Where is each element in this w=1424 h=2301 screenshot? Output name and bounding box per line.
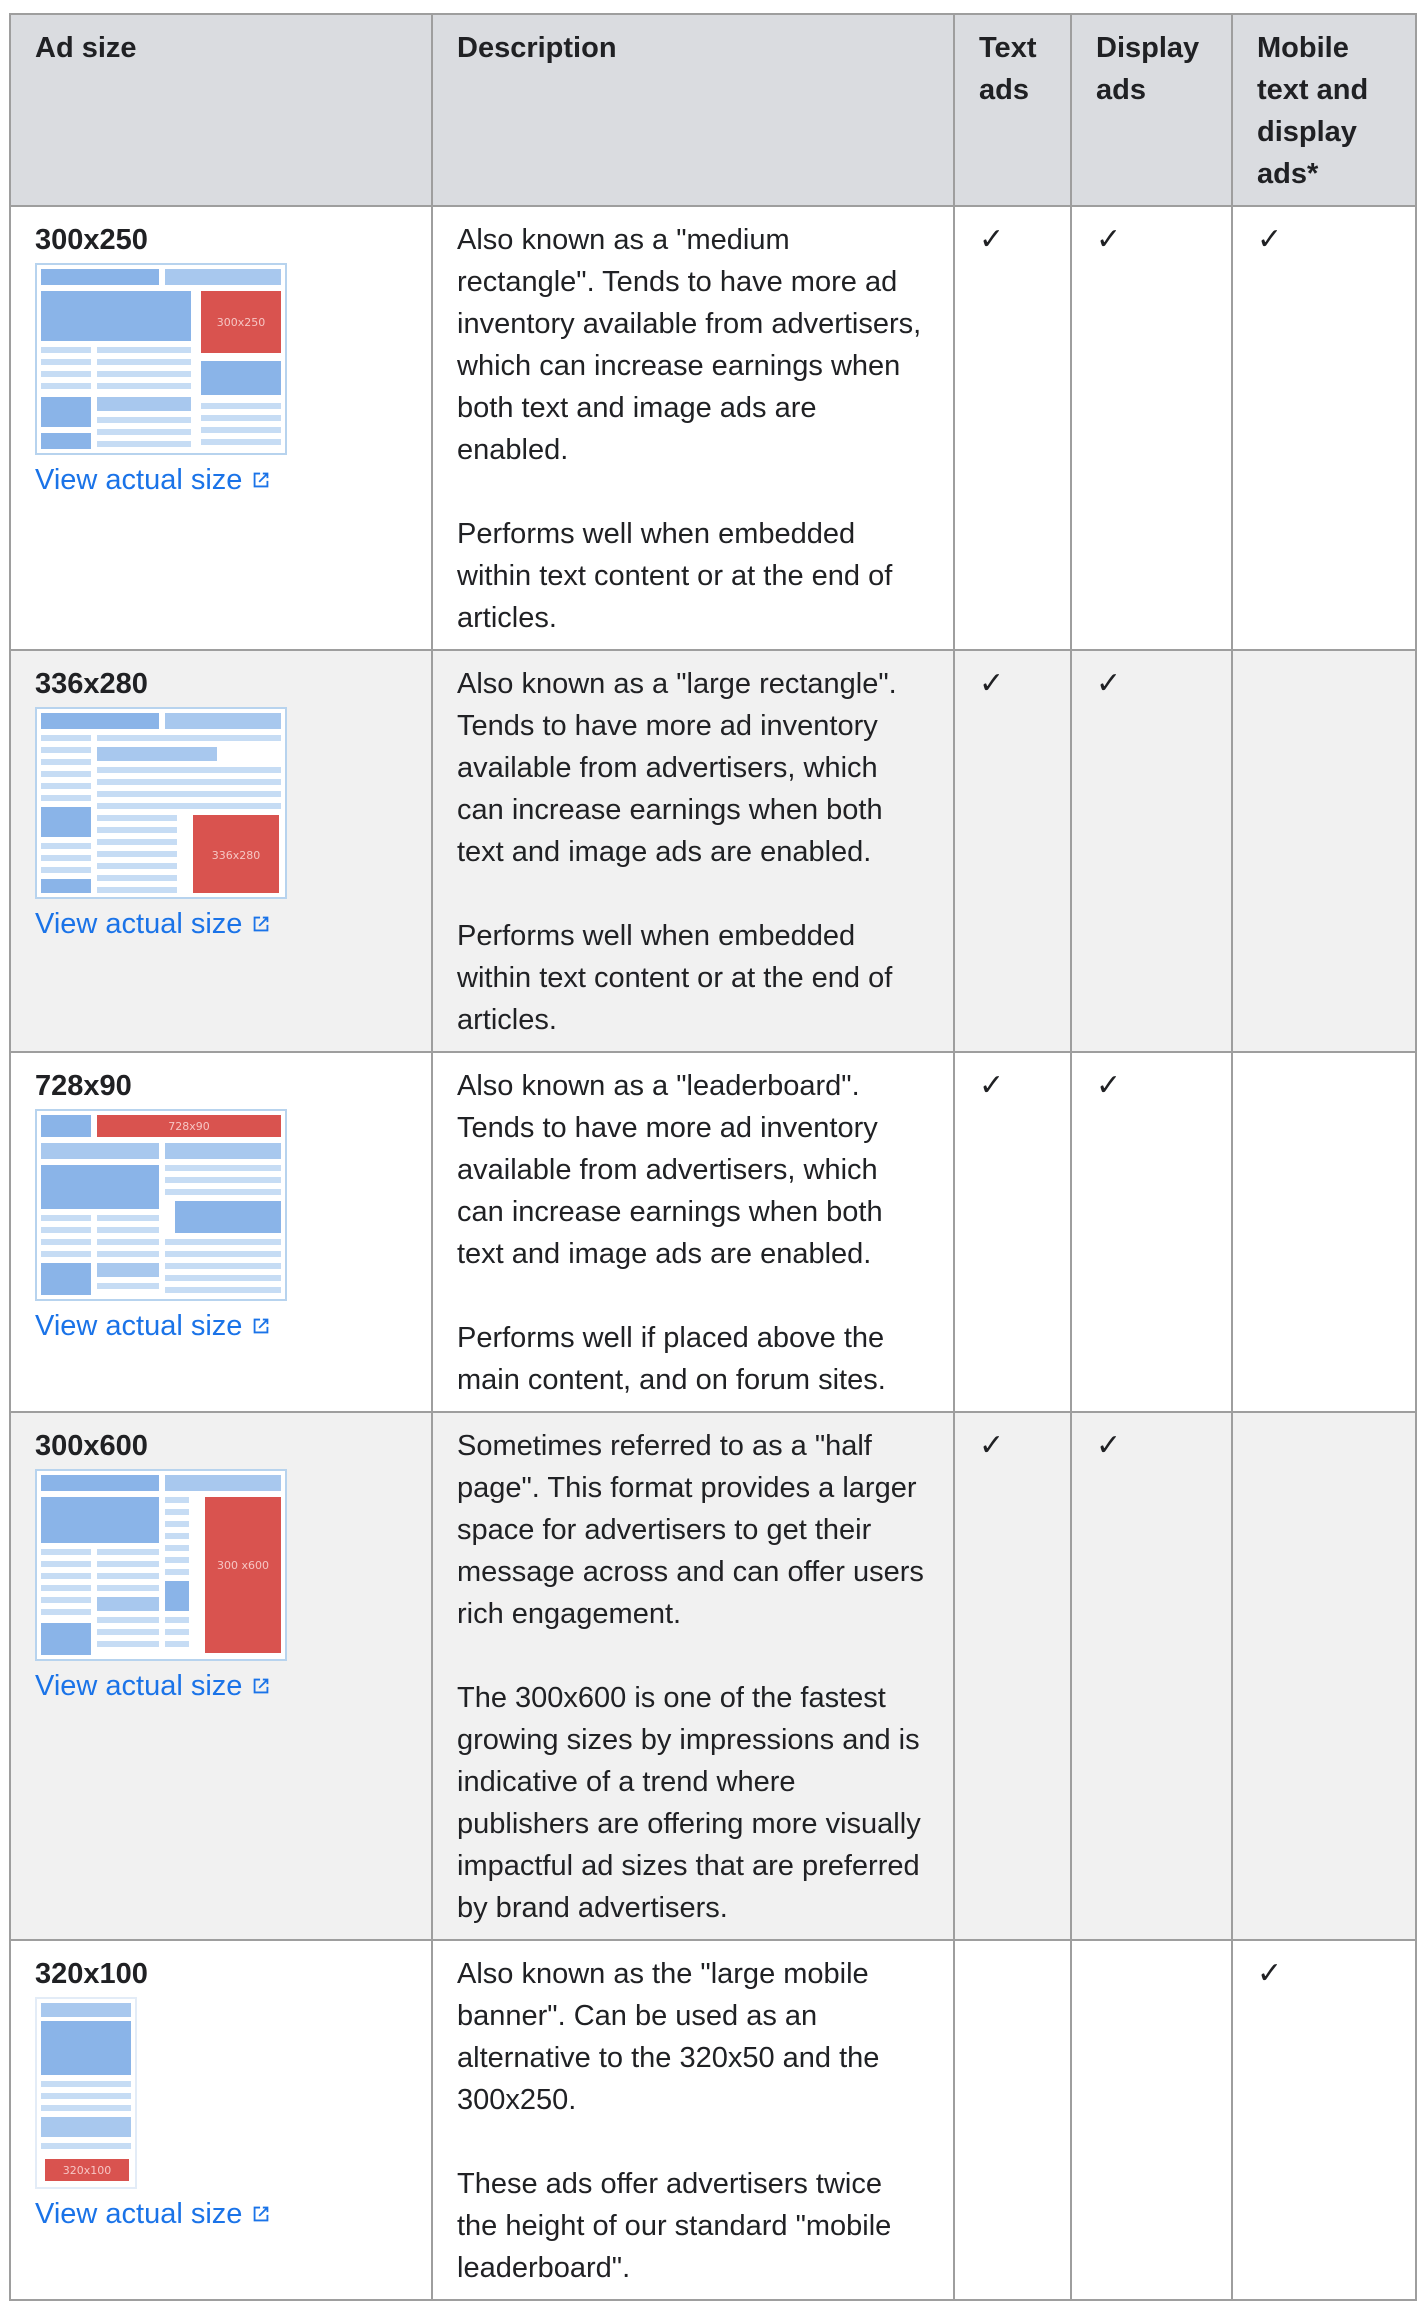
ad-layout-thumbnail	[35, 263, 287, 455]
mobile-ads-cell	[1232, 1940, 1416, 2300]
view-actual-size-label: View actual size	[35, 908, 243, 940]
ad-size-label: 336x280	[35, 668, 148, 700]
checkmark-icon: ✓	[979, 1429, 1005, 1462]
display-ads-cell	[1071, 650, 1232, 1052]
header-description: Description	[432, 14, 954, 206]
view-actual-size-label: View actual size	[35, 1670, 243, 1702]
table-row	[10, 1940, 1416, 2300]
display-ads-cell	[1071, 1940, 1232, 2300]
view-actual-size-link[interactable]	[35, 1665, 272, 1707]
mobile-ads-cell	[1232, 1412, 1416, 1940]
ad-layout-thumbnail	[35, 1109, 287, 1301]
description-paragraph: Also known as a "large rectangle". Tends to have more ad inventory available from advertisers, which can increase earnings when both text and image ads are enabled.	[457, 668, 897, 868]
description-paragraph: Also known as the "large mobile banner". Can be used as an alternative to the 320x50 and the 300x250.	[457, 1958, 880, 2116]
mobile-ads-cell	[1232, 206, 1416, 650]
checkmark-icon: ✓	[1096, 667, 1122, 700]
svg-text:300x250: 300x250	[216, 316, 266, 329]
header-text-ads: Text ads	[954, 14, 1071, 206]
mobile-ads-cell	[1232, 1052, 1416, 1412]
text-ads-cell	[954, 206, 1071, 650]
view-actual-size-label: View actual size	[35, 1310, 243, 1342]
display-ads-cell	[1071, 206, 1232, 650]
description-paragraph: Sometimes referred to as a "half page". This format provides a larger space for advertisers to get their message across and can offer users rich engagement.	[457, 1430, 924, 1630]
description-paragraph: Also known as a "leaderboard". Tends to have more ad inventory available from advertisers, which can increase earnings when both text and image ads are enabled.	[457, 1070, 883, 1270]
description-paragraph: Performs well when embedded within text content or at the end of articles.	[457, 518, 893, 634]
checkmark-icon: ✓	[1096, 1069, 1122, 1102]
checkmark-icon: ✓	[1257, 1957, 1283, 1990]
checkmark-icon: ✓	[979, 1069, 1005, 1102]
external-link-icon	[250, 469, 272, 491]
header-mobile-ads: Mobile text and display ads*	[1232, 14, 1416, 206]
display-ads-cell	[1071, 1052, 1232, 1412]
external-link-icon	[250, 2203, 272, 2225]
external-link-icon	[250, 1675, 272, 1697]
description-paragraph: Performs well if placed above the main content, and on forum sites.	[457, 1322, 886, 1396]
svg-text:300 x600: 300 x600	[217, 1559, 269, 1572]
text-ads-cell	[954, 1052, 1071, 1412]
ad-size-cell	[10, 206, 432, 650]
description-cell	[432, 206, 954, 650]
table-row	[10, 206, 1416, 650]
ad-size-label: 728x90	[35, 1070, 132, 1102]
checkmark-icon: ✓	[979, 223, 1005, 256]
view-actual-size-link[interactable]	[35, 903, 272, 945]
header-row	[10, 14, 1416, 206]
description-paragraph: The 300x600 is one of the fastest growing sizes by impressions and is indicative of a trend where publishers are offering more visually impactful ad sizes that are preferred by brand advertisers.	[457, 1682, 921, 1924]
description-cell	[432, 1940, 954, 2300]
checkmark-icon: ✓	[1257, 223, 1283, 256]
svg-text:320x100: 320x100	[62, 2164, 112, 2177]
svg-text:336x280: 336x280	[211, 849, 261, 862]
view-actual-size-label: View actual size	[35, 2198, 243, 2230]
header-display-ads: Display ads	[1071, 14, 1232, 206]
ad-size-cell	[10, 1940, 432, 2300]
description-paragraph: Performs well when embedded within text content or at the end of articles.	[457, 920, 893, 1036]
ad-layout-thumbnail	[35, 707, 287, 899]
ad-size-label: 300x250	[35, 224, 148, 256]
ad-size-cell	[10, 1052, 432, 1412]
svg-text:728x90: 728x90	[168, 1120, 210, 1133]
ad-size-label: 300x600	[35, 1430, 148, 1462]
table-row	[10, 650, 1416, 1052]
view-actual-size-link[interactable]	[35, 459, 272, 501]
view-actual-size-link[interactable]	[35, 1305, 272, 1347]
external-link-icon	[250, 1315, 272, 1337]
ad-size-cell	[10, 1412, 432, 1940]
description-cell	[432, 1052, 954, 1412]
ad-size-cell	[10, 650, 432, 1052]
ad-layout-thumbnail	[35, 1469, 287, 1661]
description-cell	[432, 1412, 954, 1940]
text-ads-cell	[954, 1412, 1071, 1940]
display-ads-cell	[1071, 1412, 1232, 1940]
description-cell	[432, 650, 954, 1052]
table-row	[10, 1412, 1416, 1940]
view-actual-size-label: View actual size	[35, 464, 243, 496]
mobile-ads-cell	[1232, 650, 1416, 1052]
description-paragraph: Also known as a "medium rectangle". Tends to have more ad inventory available from advertisers, which can increase earnings when both text and image ads are enabled.	[457, 224, 922, 466]
text-ads-cell	[954, 650, 1071, 1052]
table-row	[10, 1052, 1416, 1412]
description-paragraph: These ads offer advertisers twice the height of our standard "mobile leaderboard".	[457, 2168, 892, 2284]
checkmark-icon: ✓	[1096, 223, 1122, 256]
checkmark-icon: ✓	[1096, 1429, 1122, 1462]
view-actual-size-link[interactable]	[35, 2193, 272, 2235]
checkmark-icon: ✓	[979, 667, 1005, 700]
ad-sizes-table	[9, 13, 1417, 2301]
ad-size-label: 320x100	[35, 1958, 148, 1990]
external-link-icon	[250, 913, 272, 935]
ad-layout-thumbnail	[35, 1997, 287, 2189]
header-ad-size: Ad size	[10, 14, 432, 206]
text-ads-cell	[954, 1940, 1071, 2300]
